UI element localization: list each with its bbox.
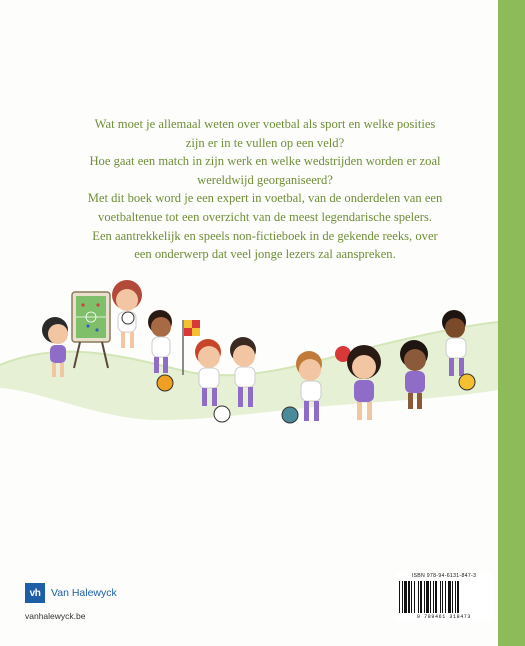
blurb-line: Wat moet je allemaal weten over voetbal als sport en welke posities (94, 117, 436, 131)
children-playing-football-illustration (0, 270, 498, 460)
blurb-line: voetbaltenue tot een overzicht van de meest legendarische spelers. (98, 209, 432, 224)
green-spine (498, 0, 525, 646)
child-figure (112, 280, 142, 348)
football (459, 374, 475, 390)
football (157, 375, 173, 391)
blurb-line: Met dit boek word je een expert in voetbal, van de onderdelen van een (87, 191, 443, 206)
blurb-line: Hoe gaat een match in zijn werk en welke wedstrijden worden er zoal (89, 154, 441, 169)
isbn-barcode-block (395, 573, 493, 621)
publisher-logo-mark: vh (25, 583, 45, 603)
blurb-line: wereldwijd georganiseerd? (197, 172, 333, 187)
barcode-icon (399, 581, 489, 613)
publisher-logo (25, 583, 117, 603)
isbn-digits: 9 789461 318473 (416, 614, 471, 620)
publisher-website: vanhalewyck.be (25, 611, 86, 621)
publisher-name: Van Halewyck (51, 587, 117, 599)
blurb-line: Een aantrekkelijk en speels non-fictieboek in de gekende reeks, over (92, 228, 438, 243)
blurb-text (60, 115, 470, 264)
football (282, 407, 298, 423)
football (214, 406, 230, 422)
blurb-line: zijn er in te vullen op een veld? (185, 135, 345, 150)
blurb-line: een onderwerp dat veel jonge lezers zal aanspreken. (134, 247, 396, 262)
isbn-label: ISBN 978-94-6131-847-3 (411, 573, 477, 579)
